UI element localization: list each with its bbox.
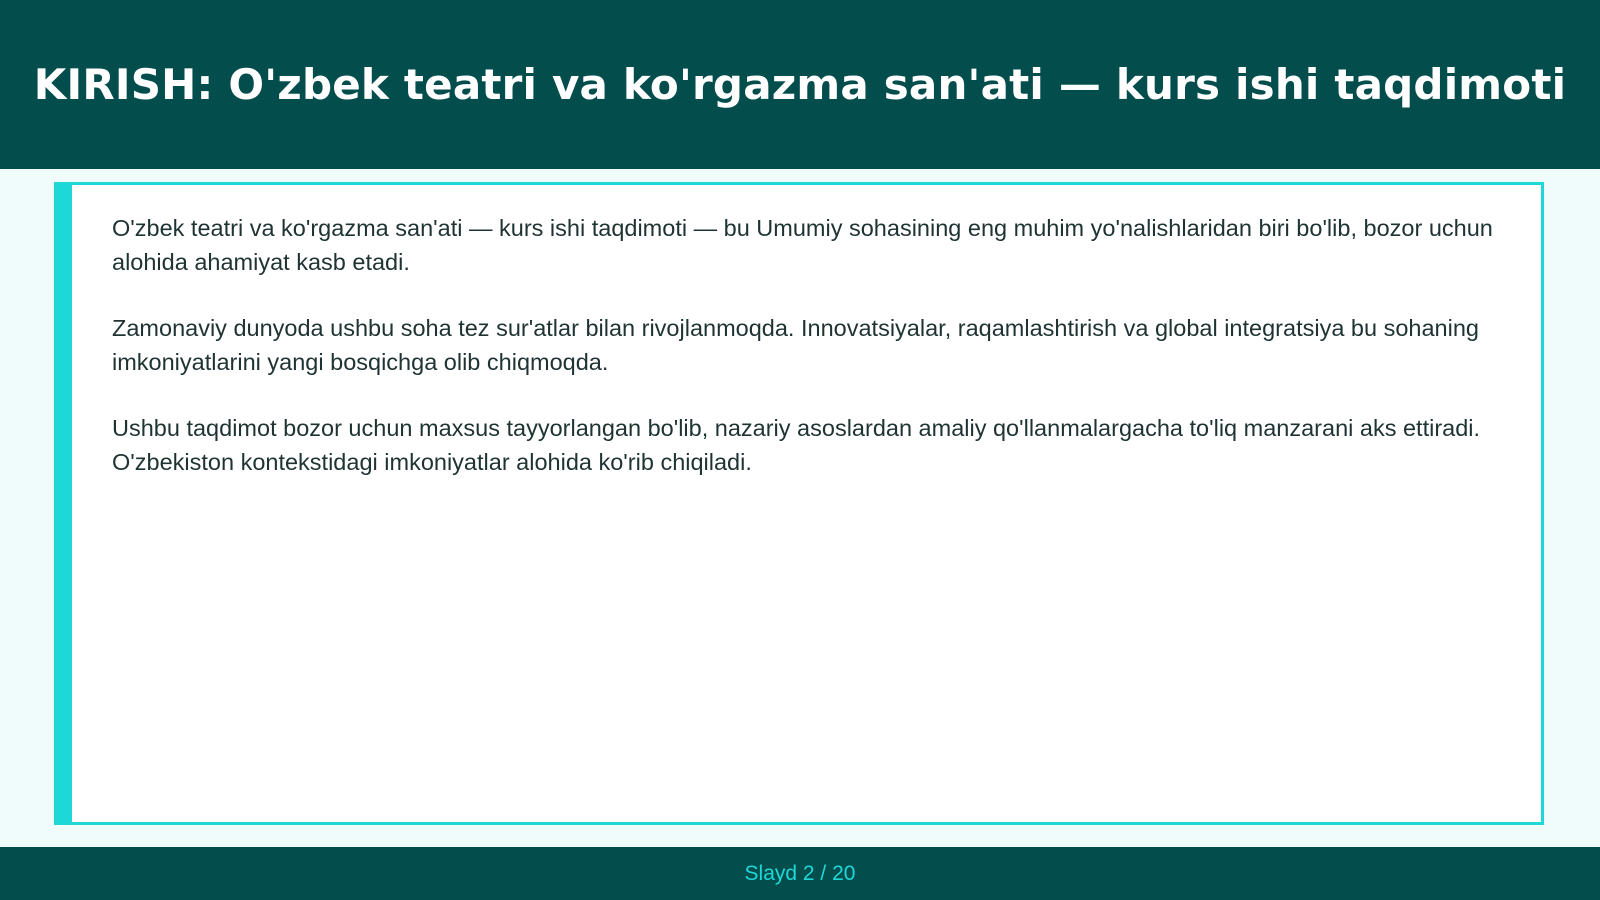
content-box <box>54 182 1544 825</box>
slide-header <box>0 0 1600 169</box>
slide-footer <box>0 847 1600 900</box>
paragraph-1: O'zbek teatri va ko'rgazma san'ati — kurs ishi taqdimoti — bu Umumiy sohasining eng muhim yo'nalishlaridan biri bo'lib, bozor uchun alohida ahamiyat kasb etadi. <box>112 215 1493 275</box>
paragraph-3: Ushbu taqdimot bozor uchun maxsus tayyorlangan bo'lib, nazariy asoslardan amaliy qo'llanmalargacha to'liq manzarani aks ettiradi. O'zbekiston kontekstidagi imkoniyatlar alohida ko'rib chiqiladi. <box>112 415 1481 475</box>
content-text <box>112 211 1511 511</box>
paragraph-2: Zamonaviy dunyoda ushbu soha tez sur'atlar bilan rivojlanmoqda. Innovatsiyalar, raqamlashtirish va global integratsiya bu sohaning imkoniyatlarini yangi bosqichga olib chiqmoqda. <box>112 315 1479 375</box>
slide-title: KIRISH: O'zbek teatri va ko'rgazma san'ati — kurs ishi taqdimoti <box>33 60 1567 109</box>
slide-number: Slayd 2 / 20 <box>744 861 856 885</box>
